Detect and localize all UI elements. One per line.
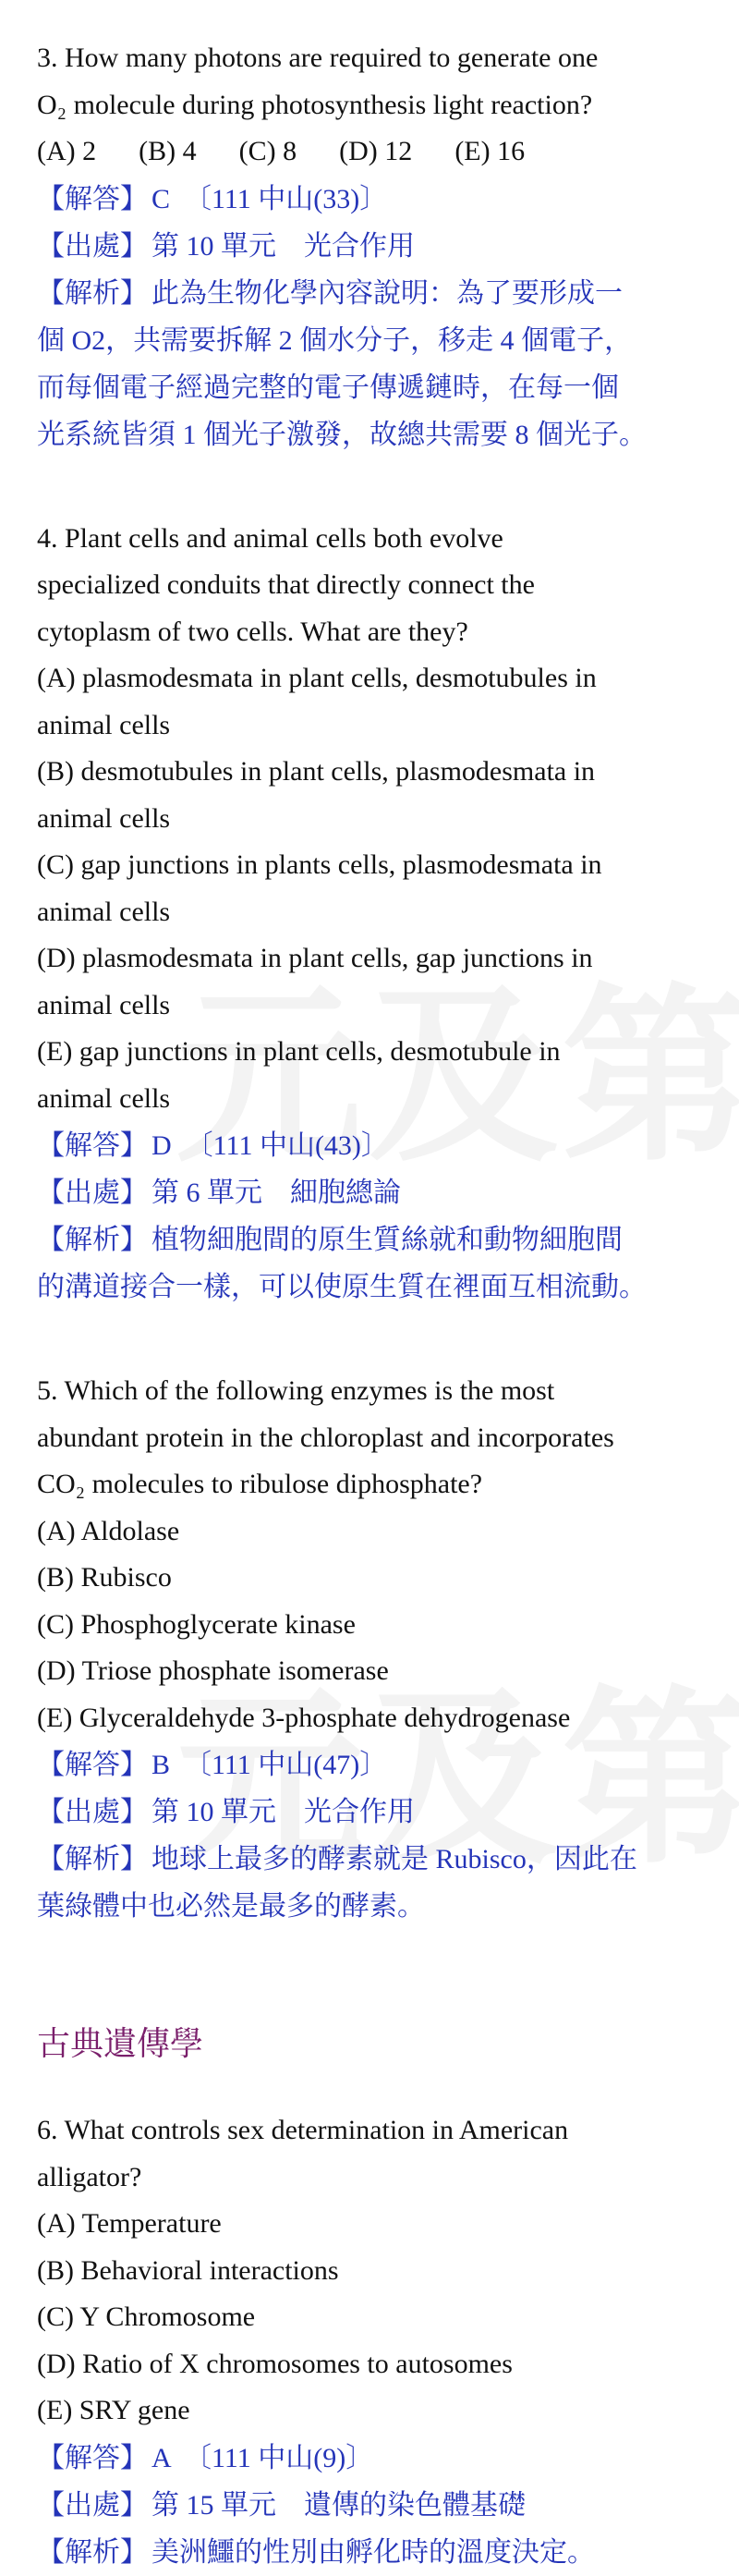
option-c: (C) Phosphoglycerate kinase [37,1608,356,1640]
source-label: 【出處】 [37,230,148,262]
option-e: (E) gap junctions in plant cells, desmotubule in [37,1036,561,1067]
explanation-text: 地球上最多的酵素就是 Rubisco，因此在 [151,1844,637,1874]
answer-value: C 〔111 中山(33)〕 [151,183,388,214]
explanation-label: 【解析】 [37,2536,148,2568]
explanation-label: 【解析】 [37,1225,148,1255]
question-text-line: 4. Plant cells and animal cells both evolve [37,522,503,554]
explanation-label: 【解析】 [37,277,148,309]
answer-label: 【解答】 [37,1130,148,1161]
explanation-line: 葉綠體中也必然是最多的酵素。 [37,1891,425,1922]
source-line [37,1169,702,1216]
option-e: (E) SRY gene [37,2395,190,2425]
question-text-line: CO₂ molecules to ribulose diphosphate? [37,1469,483,1499]
question-text-line: 5. Which of the following enzymes is the most [37,1375,555,1406]
source-label: 【出處】 [37,2489,148,2521]
explanation-label: 【解析】 [37,1844,148,1874]
source-line [37,2482,702,2529]
question-4 [37,516,702,1312]
option-a: (A) 2 [37,136,97,166]
option-e: (E) 16 [454,136,526,166]
option-a: (A) Temperature [37,2208,222,2239]
explanation-line [37,2529,702,2576]
explanation-text: 此為生物化學內容說明：為了要形成一 [151,277,623,309]
answer-line [37,1741,702,1789]
source-value: 第 10 單元 光合作用 [151,1797,415,1827]
source-line [37,223,702,270]
option-b-cont: animal cells [37,802,171,834]
option-c-cont: animal cells [37,896,171,927]
option-b: (B) 4 [139,136,197,166]
option-b: (B) desmotubules in plant cells, plasmodesmata in [37,756,596,787]
source-value: 第 15 單元 遺傳的染色體基礎 [151,2489,526,2521]
option-d: (D) 12 [339,136,413,166]
section-title: 古典遺傳學 [37,2025,204,2063]
explanation-line: 而每個電子經過完整的電子傳遞鏈時，在每一個 [37,372,619,403]
explanation-line [37,270,702,317]
option-c: (C) Y Chromosome [37,2301,256,2332]
question-text-line: cytoplasm of two cells. What are they? [37,616,468,647]
answer-value: A 〔111 中山(9)〕 [151,2442,374,2473]
question-text-line: specialized conduits that directly connect the [37,569,535,600]
answer-value: D 〔111 中山(43)〕 [151,1130,389,1161]
option-d: (D) Triose phosphate isomerase [37,1655,389,1686]
option-c: (C) gap junctions in plants cells, plasmodesmata in [37,849,602,880]
option-b: (B) Behavioral interactions [37,2254,339,2286]
option-d: (D) plasmodesmata in plant cells, gap junctions in [37,943,593,973]
option-c: (C) 8 [238,136,297,166]
answer-label: 【解答】 [37,1750,148,1780]
option-d-cont: animal cells [37,989,171,1020]
source-label: 【出處】 [37,1178,148,1208]
question-text-line: 3. How many photons are required to generate one [37,43,599,73]
options-row [37,128,702,176]
explanation-line: 光系統皆須 1 個光子激發，故總共需要 8 個光子。 [37,419,647,450]
option-a: (A) plasmodesmata in plant cells, desmotubules in [37,663,597,693]
explanation-line: 個 O2，共需要拆解 2 個水分子，移走 4 個電子， [37,324,633,356]
source-value: 第 10 單元 光合作用 [151,230,415,262]
option-a: (A) Aldolase [37,1515,180,1546]
question-text-line: O₂ molecule during photosynthesis light reaction? [37,89,593,120]
answer-line [37,176,702,223]
explanation-line: 的溝道接合一樣，可以使原生質在裡面互相流動。 [37,1272,647,1302]
explanation-line [37,1836,702,1883]
option-e: (E) Glyceraldehyde 3-phosphate dehydrogenase [37,1702,571,1733]
question-6 [37,2107,702,2576]
question-text-line: 6. What controls sex determination in American [37,2115,569,2145]
option-a-cont: animal cells [37,709,171,740]
question-text-line: alligator? [37,2161,142,2192]
explanation-text: 植物細胞間的原生質絲就和動物細胞間 [151,1225,623,1255]
answer-value: B 〔111 中山(47)〕 [151,1750,388,1780]
explanation-text: 美洲鱷的性別由孵化時的溫度決定。 [151,2536,595,2568]
answer-label: 【解答】 [37,2442,148,2473]
answer-label: 【解答】 [37,183,148,214]
answer-line [37,1122,702,1169]
question-5 [37,1368,702,1930]
explanation-line [37,1216,702,1264]
option-b: (B) Rubisco [37,1562,172,1593]
option-e-cont: animal cells [37,1082,171,1114]
source-label: 【出處】 [37,1797,148,1827]
source-value: 第 6 單元 細胞總論 [151,1178,401,1208]
answer-line [37,2435,702,2482]
source-line [37,1789,702,1836]
option-d: (D) Ratio of X chromosomes to autosomes [37,2348,513,2379]
question-text-line: abundant protein in the chloroplast and incorporates [37,1422,614,1453]
question-3 [37,35,702,458]
